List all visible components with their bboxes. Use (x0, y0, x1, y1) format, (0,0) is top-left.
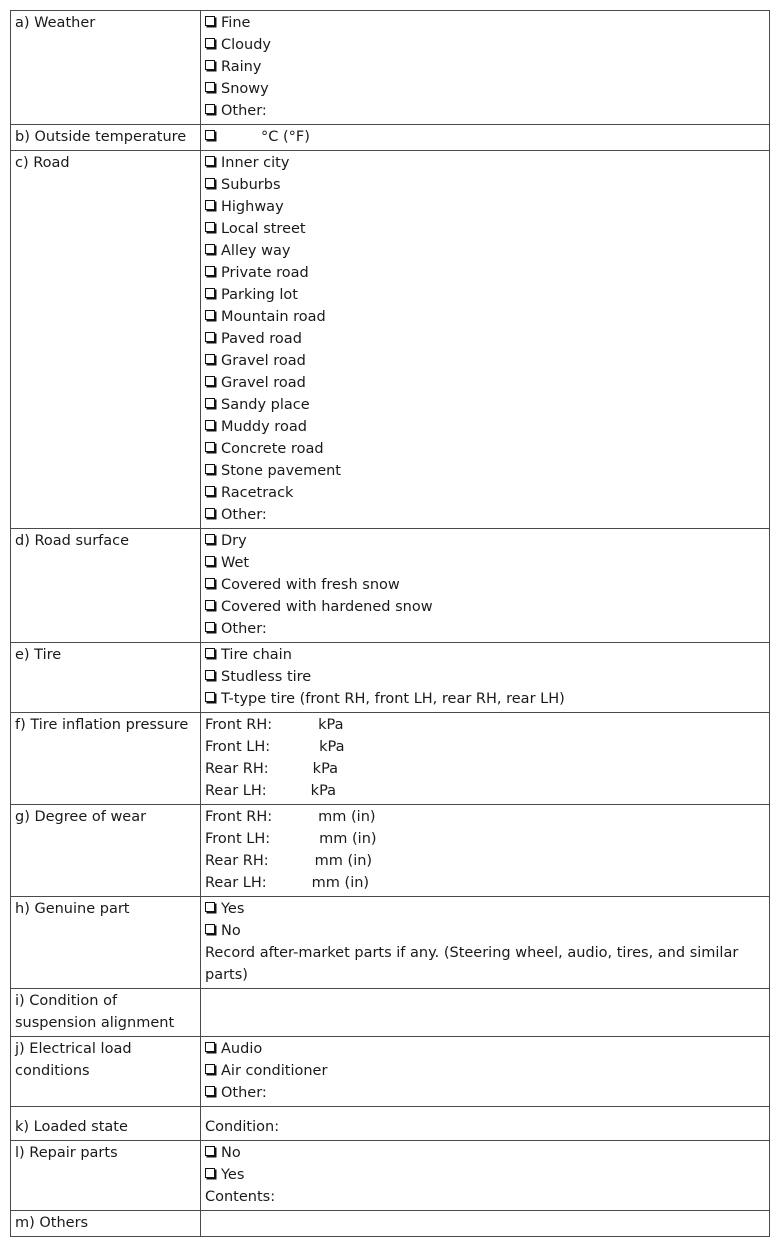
option-sandy-place[interactable]: Sandy place (205, 394, 765, 416)
checkbox-icon[interactable] (205, 1042, 215, 1052)
checkbox-icon[interactable] (205, 902, 215, 912)
contents-label: Contents: (205, 1189, 276, 1205)
pressure-front-rh[interactable]: Front RH: kPa (205, 717, 344, 733)
row-label: g) Degree of wear (11, 805, 201, 897)
option-hardened-snow[interactable]: Covered with hardened snow (205, 596, 765, 618)
option-yes[interactable]: Yes (205, 898, 765, 920)
option-cloudy[interactable]: Cloudy (205, 34, 765, 56)
row-road (11, 151, 770, 529)
option-local-street[interactable]: Local street (205, 218, 765, 240)
checkbox-icon[interactable] (205, 398, 215, 408)
checkbox-icon[interactable] (205, 692, 215, 702)
checkbox-icon[interactable] (205, 924, 215, 934)
checkbox-icon[interactable] (205, 600, 215, 610)
electrical-load-options (201, 1037, 770, 1107)
row-label: e) Tire (11, 643, 201, 713)
option-gravel-road[interactable]: Gravel road (205, 350, 765, 372)
row-label: a) Weather (11, 11, 201, 125)
row-repair-parts (11, 1141, 770, 1211)
option-studless-tire[interactable]: Studless tire (205, 666, 765, 688)
road-surface-options (201, 529, 770, 643)
row-label: c) Road (11, 151, 201, 529)
checkbox-icon[interactable] (205, 442, 215, 452)
row-others (11, 1211, 770, 1237)
option-inner-city[interactable]: Inner city (205, 152, 765, 174)
checkbox-icon[interactable] (205, 104, 215, 114)
checkbox-icon[interactable] (205, 288, 215, 298)
checkbox-icon[interactable] (205, 16, 215, 26)
row-loaded-state (11, 1107, 770, 1141)
checkbox-icon[interactable] (205, 266, 215, 276)
checkbox-icon[interactable] (205, 82, 215, 92)
checkbox-icon[interactable] (205, 648, 215, 658)
pressure-entries (201, 713, 770, 805)
option-dry[interactable]: Dry (205, 530, 765, 552)
option-tire-chain[interactable]: Tire chain (205, 644, 765, 666)
wear-rear-lh[interactable]: Rear LH: mm (in) (205, 875, 370, 891)
temperature-field (201, 125, 770, 151)
option-mountain-road[interactable]: Mountain road (205, 306, 765, 328)
row-label: d) Road surface (11, 529, 201, 643)
option-snowy[interactable]: Snowy (205, 78, 765, 100)
wear-front-rh[interactable]: Front RH: mm (in) (205, 809, 376, 825)
temperature-entry[interactable]: °C (°F) (205, 126, 765, 148)
checkbox-icon[interactable] (205, 1086, 215, 1096)
checkbox-icon[interactable] (205, 200, 215, 210)
option-audio[interactable]: Audio (205, 1038, 765, 1060)
checkbox-icon[interactable] (205, 60, 215, 70)
weather-options (201, 11, 770, 125)
checkbox-icon[interactable] (205, 556, 215, 566)
option-stone-pavement[interactable]: Stone pavement (205, 460, 765, 482)
road-options (201, 151, 770, 529)
option-concrete-road[interactable]: Concrete road (205, 438, 765, 460)
option-paved-road[interactable]: Paved road (205, 328, 765, 350)
checkbox-icon[interactable] (205, 670, 215, 680)
option-parking-lot[interactable]: Parking lot (205, 284, 765, 306)
checkbox-icon[interactable] (205, 534, 215, 544)
row-label: k) Loaded state (11, 1107, 201, 1141)
row-tire-inflation-pressure (11, 713, 770, 805)
row-outside-temperature (11, 125, 770, 151)
vehicle-condition-form (10, 10, 770, 1237)
option-other[interactable]: Other: (205, 1082, 765, 1104)
others-field[interactable] (201, 1211, 770, 1237)
checkbox-icon[interactable] (205, 310, 215, 320)
checkbox-icon[interactable] (205, 222, 215, 232)
genuine-part-options (201, 897, 770, 989)
option-yes[interactable]: Yes (205, 1164, 765, 1186)
row-label: f) Tire inflation pressure (11, 713, 201, 805)
option-muddy-road[interactable]: Muddy road (205, 416, 765, 438)
option-other[interactable]: Other: (205, 504, 765, 526)
row-suspension-alignment (11, 989, 770, 1037)
row-road-surface (11, 529, 770, 643)
checkbox-icon[interactable] (205, 332, 215, 342)
suspension-alignment-field[interactable] (201, 989, 770, 1037)
option-highway[interactable]: Highway (205, 196, 765, 218)
option-fresh-snow[interactable]: Covered with fresh snow (205, 574, 765, 596)
option-fine[interactable]: Fine (205, 12, 765, 34)
option-racetrack[interactable]: Racetrack (205, 482, 765, 504)
row-degree-of-wear (11, 805, 770, 897)
checkbox-icon[interactable] (205, 622, 215, 632)
checkbox-icon[interactable] (205, 156, 215, 166)
checkbox-icon[interactable] (205, 376, 215, 386)
checkbox-icon[interactable] (205, 38, 215, 48)
row-genuine-part (11, 897, 770, 989)
row-label: h) Genuine part (11, 897, 201, 989)
option-no[interactable]: No (205, 920, 765, 942)
option-rainy[interactable]: Rainy (205, 56, 765, 78)
row-label: l) Repair parts (11, 1141, 201, 1211)
checkbox-icon[interactable] (205, 178, 215, 188)
row-weather (11, 11, 770, 125)
condition-label: Condition: (205, 1119, 280, 1135)
option-air-conditioner[interactable]: Air conditioner (205, 1060, 765, 1082)
checkbox-icon[interactable] (205, 464, 215, 474)
option-gravel-road-2[interactable]: Gravel road (205, 372, 765, 394)
row-electrical-load (11, 1037, 770, 1107)
pressure-front-lh[interactable]: Front LH: kPa (205, 739, 345, 755)
option-private-road[interactable]: Private road (205, 262, 765, 284)
aftermarket-note: Record after-market parts if any. (Steering wheel, audio, tires, and similar parts) (205, 945, 739, 983)
checkbox-icon[interactable] (205, 508, 215, 518)
option-no[interactable]: No (205, 1142, 765, 1164)
checkbox-icon[interactable] (205, 420, 215, 430)
wear-rear-rh[interactable]: Rear RH: mm (in) (205, 853, 373, 869)
checkbox-icon[interactable] (205, 486, 215, 496)
option-other[interactable]: Other: (205, 100, 765, 122)
pressure-rear-rh[interactable]: Rear RH: kPa (205, 761, 339, 777)
row-label: i) Condition of suspension alignment (11, 989, 201, 1037)
checkbox-icon[interactable] (205, 354, 215, 364)
row-label: m) Others (11, 1211, 201, 1237)
checkbox-icon[interactable] (205, 1146, 215, 1156)
row-label: b) Outside temperature (11, 125, 201, 151)
tire-options (201, 643, 770, 713)
wear-front-lh[interactable]: Front LH: mm (in) (205, 831, 377, 847)
pressure-rear-lh[interactable]: Rear LH: kPa (205, 783, 337, 799)
checkbox-icon[interactable] (205, 1168, 215, 1178)
checkbox-icon[interactable] (205, 130, 215, 140)
option-t-type-tire[interactable]: T-type tire (front RH, front LH, rear RH, rear LH) (205, 688, 765, 710)
wear-entries (201, 805, 770, 897)
loaded-state-field[interactable] (201, 1107, 770, 1141)
option-suburbs[interactable]: Suburbs (205, 174, 765, 196)
option-other[interactable]: Other: (205, 618, 765, 640)
checkbox-icon[interactable] (205, 578, 215, 588)
row-label: j) Electrical load conditions (11, 1037, 201, 1107)
repair-parts-options (201, 1141, 770, 1211)
row-tire (11, 643, 770, 713)
option-wet[interactable]: Wet (205, 552, 765, 574)
option-alley-way[interactable]: Alley way (205, 240, 765, 262)
checkbox-icon[interactable] (205, 244, 215, 254)
checkbox-icon[interactable] (205, 1064, 215, 1074)
